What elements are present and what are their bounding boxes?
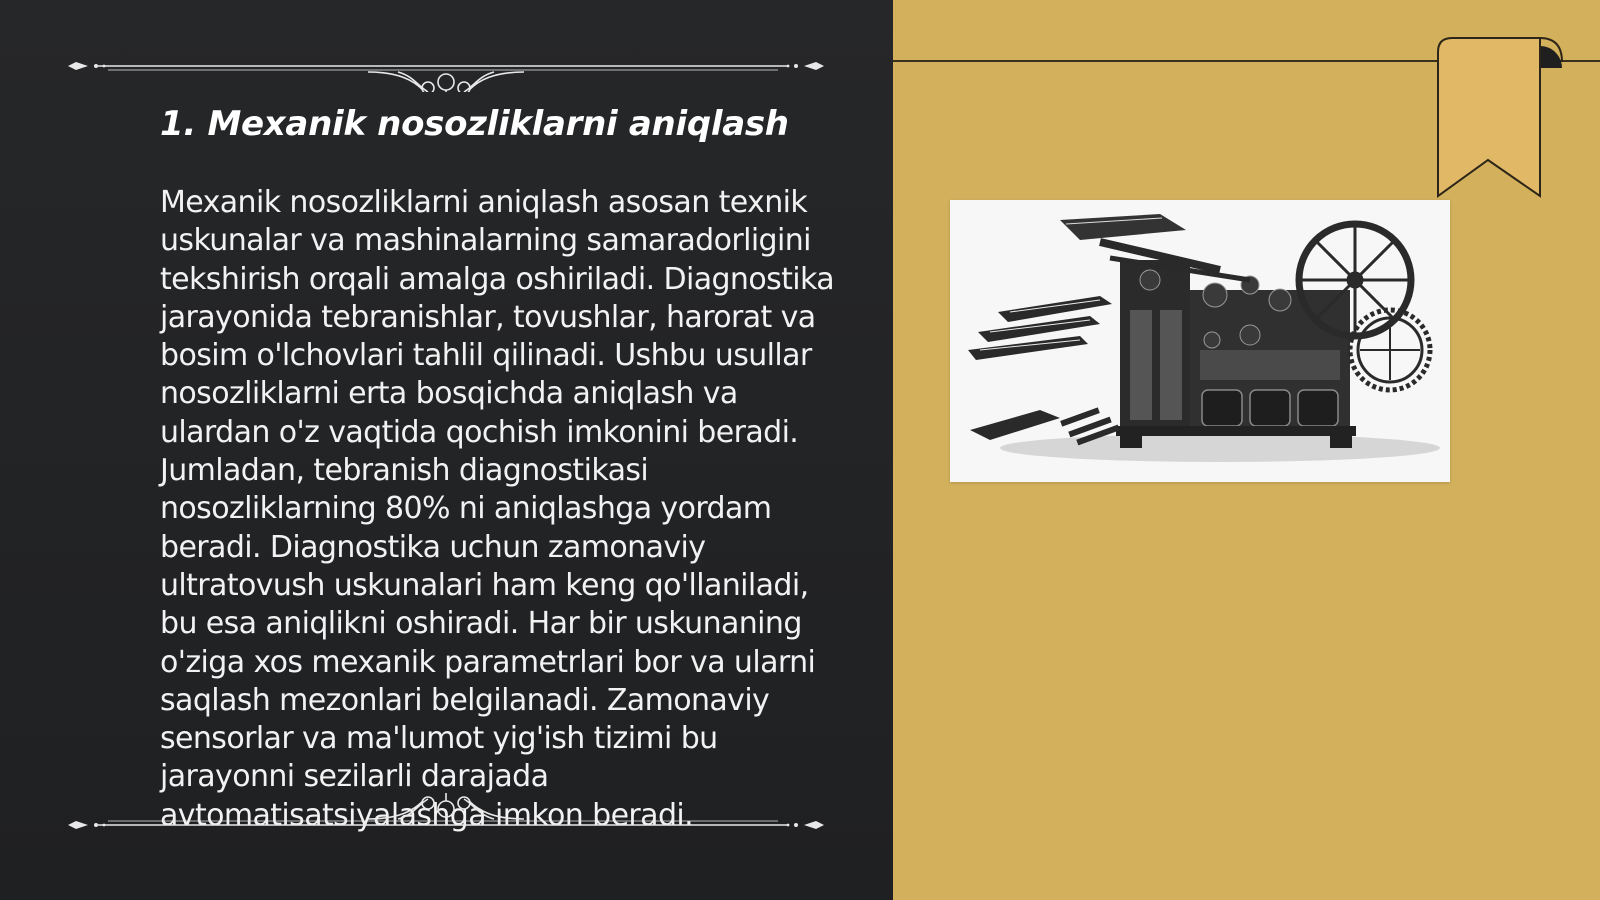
- slide-body-text: Mexanik nosozliklarni aniqlash asosan texnik uskunalar va mashinalarning samaradorligini tekshirish orqali amalga oshiriladi. Diagnostika jarayonida tebranishlar, tovushlar, harorat va bosim o'lchovlari tahlil qilinadi. Ushbu usullar nosozliklarni erta bosqichda aniqlash va ulardan o'z vaqtida qochish imkonini beradi. Jumladan, tebranish diagnostikasi nosozliklarning 80% ni aniqlashga yordam beradi. Diagnostika uchun zamonaviy ultratovush uskunalari ham keng qo'llaniladi, bu esa aniqlikni oshiradi. Har bir uskunaning o'ziga xos mexanik parametrlari bor va ularni saqlash mezonlari belgilanadi. Zamonaviy sensorlar va ma'lumot yig'ish tizimi bu jarayonni sezilarli darajada avtomatisatsiyalashga imkon beradi.: [160, 185, 835, 833]
- printing-press-image: [950, 200, 1450, 482]
- printing-press-illustration: [950, 200, 1450, 482]
- bookmark-ribbon-icon: [1436, 36, 1566, 198]
- slide-title: 1. Mexanik nosozliklarni aniqlash: [160, 104, 789, 144]
- top-ornament-divider: [68, 42, 824, 92]
- bottom-ornament-divider: [68, 783, 824, 833]
